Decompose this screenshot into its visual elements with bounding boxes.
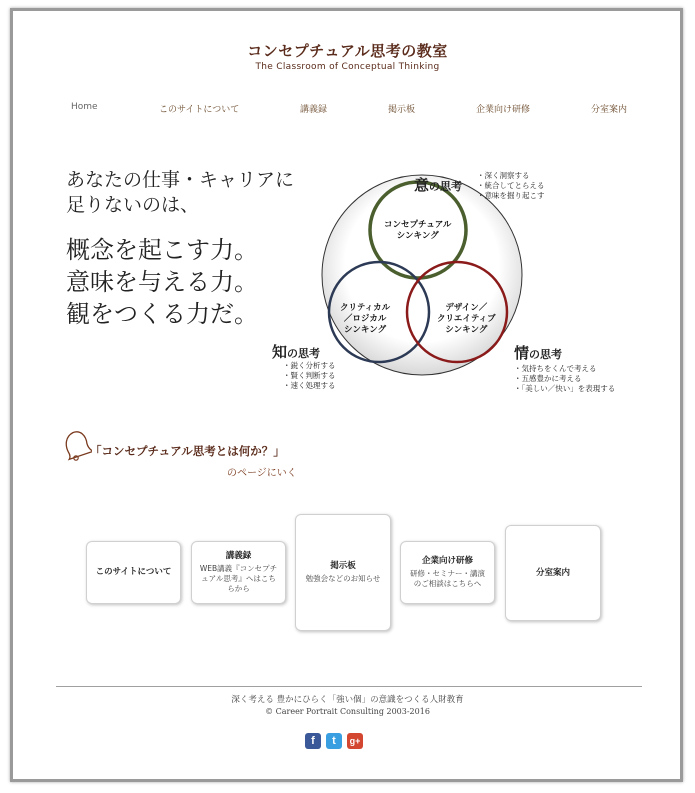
nav-corporate-training[interactable]: 企業向け研修	[476, 105, 531, 115]
nav-board[interactable]: 掲示板	[388, 105, 416, 115]
footer-tagline: 深く考える 豊かにひらく「強い個」の意識をつくる人財教育	[231, 695, 464, 705]
footer-divider	[56, 686, 642, 687]
card-about[interactable]: このサイトについて	[86, 541, 181, 604]
card-board[interactable]: 掲示板 勉強会などのお知らせ	[295, 514, 391, 631]
i-thinking-label: 意の思考	[414, 176, 463, 194]
hero-line-3: 概念を起こす力。	[66, 236, 258, 264]
facebook-icon[interactable]: f	[305, 733, 321, 749]
card-lectures[interactable]: 講義録 WEB講義『コンセプチュアル思考』へはこちらから	[191, 541, 286, 604]
nav-about[interactable]: このサイトについて	[159, 105, 240, 115]
footer-copyright: © Career Portrait Consulting 2003-2016	[265, 707, 430, 716]
hero-line-4: 意味を与える力。	[66, 268, 258, 296]
google-plus-icon[interactable]: g+	[347, 733, 363, 749]
concept-page-link[interactable]: 「コンセプチュアル思考とは何か？」	[90, 444, 285, 458]
page-frame	[10, 8, 683, 782]
hero-line-1: あなたの仕事・キャリアに	[66, 169, 295, 191]
critical-thinking-label: クリティカル ／ロジカル シンキング	[340, 303, 391, 335]
card-branch[interactable]: 分室案内	[505, 525, 601, 621]
jou-thinking-label: 情の思考	[514, 344, 563, 362]
jou-thinking-points: ・気持ちをくんで考える ・五感豊かに考える ・「美しい／快い」を表現する	[514, 364, 616, 393]
site-title[interactable]: コンセプチュアル思考の教室	[247, 42, 448, 60]
nav-home[interactable]: Home	[71, 102, 98, 112]
hero-line-2: 足りないのは、	[66, 194, 200, 216]
bell-icon	[62, 428, 92, 462]
hero-line-5: 観をつくる力だ。	[66, 300, 258, 328]
chi-thinking-points: ・鋭く分析する ・賢く判断する ・速く処理する	[283, 361, 336, 390]
twitter-icon[interactable]: t	[326, 733, 342, 749]
i-thinking-points: ・深く洞察する ・統合してとらえる ・意味を掘り起こす	[477, 171, 545, 200]
site-subtitle: The Classroom of Conceptual Thinking	[255, 62, 440, 72]
nav-branch[interactable]: 分室案内	[591, 105, 628, 115]
conceptual-thinking-label: コンセプチュアル シンキング	[384, 220, 452, 241]
design-thinking-label: デザイン／ クリエイティブ シンキング	[437, 303, 496, 335]
chi-thinking-label: 知の思考	[272, 343, 321, 361]
nav-lectures[interactable]: 講義録	[300, 105, 328, 115]
concept-page-link-sub[interactable]: のページにいく	[227, 468, 297, 479]
card-corporate-training[interactable]: 企業向け研修 研修・セミナー・講演のご相談はこちらへ	[400, 541, 495, 604]
